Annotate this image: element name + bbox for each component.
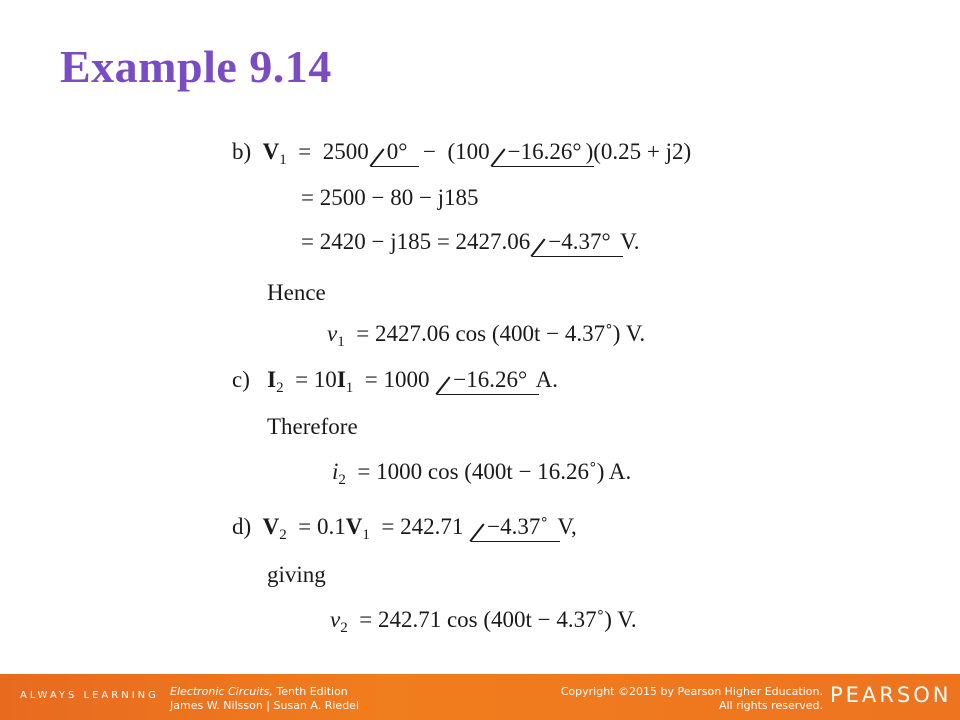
v2-time-domain <box>330 607 637 636</box>
v1-lowercase-subscript: 1 <box>337 334 345 350</box>
v1-subscript: 1 <box>362 527 370 543</box>
i2-lowercase: i <box>332 459 339 484</box>
angle-symbol <box>435 368 531 391</box>
v2-lowercase-subscript: 2 <box>340 620 348 636</box>
phasor-angle: 0° <box>386 139 408 164</box>
part-c-label: c) <box>232 367 250 392</box>
hence-text: Hence <box>267 280 326 305</box>
i1-subscript: 1 <box>345 380 354 396</box>
giving-text: giving <box>267 562 326 587</box>
minus-sign: − <box>422 139 436 164</box>
v1-symbol: V <box>345 514 363 539</box>
unit-label: V. <box>620 229 640 254</box>
part-d-line <box>232 514 577 543</box>
unit-label: A. <box>535 367 559 392</box>
angle-symbol <box>369 140 412 163</box>
phasor-magnitude: = 242.71 <box>381 514 464 539</box>
footer-rights: All rights reserved. <box>718 699 823 712</box>
v1-subscript: 1 <box>279 152 287 168</box>
i2-symbol: I <box>267 367 277 392</box>
angle-symbol <box>469 515 552 538</box>
equals-sign: = <box>298 139 312 164</box>
part-b-line-2: = 2500 − 80 − j185 <box>301 185 479 210</box>
v2-subscript: 2 <box>279 527 287 543</box>
v1-lowercase: v <box>327 321 338 346</box>
footer-bar <box>0 674 960 720</box>
i2-time-domain <box>332 459 632 488</box>
book-edition: Tenth Edition <box>272 685 348 698</box>
gain-factor: = 10 <box>295 367 337 392</box>
i2-lowercase-subscript: 2 <box>338 472 346 488</box>
v2-expression: = 242.71 cos (400t − 4.37˚) V. <box>359 607 637 632</box>
rectangular-to-polar: = 2420 − j185 = 2427.06 <box>301 229 531 254</box>
phasor-angle: −4.37˚ <box>487 514 549 539</box>
part-b-line-1 <box>232 139 692 168</box>
phasor-angle: −4.37° <box>548 229 611 254</box>
therefore-text: Therefore <box>267 414 358 439</box>
i1-symbol: I <box>336 367 346 392</box>
v2-lowercase: v <box>330 607 341 632</box>
part-b-label: b) <box>232 139 252 164</box>
part-d-label: d) <box>232 514 252 539</box>
footer-book-title <box>170 685 348 698</box>
phasor-magnitude: = 1000 <box>364 367 430 392</box>
footer-authors: James W. Nilsson | Susan A. Riedel <box>170 699 359 712</box>
part-c-line <box>232 367 559 396</box>
impedance-factor: )(0.25 + j2) <box>585 139 692 164</box>
slide-title: Example 9.14 <box>60 41 332 92</box>
footer-tagline: ALWAYS LEARNING <box>20 690 159 701</box>
i2-subscript: 2 <box>276 380 284 396</box>
v1-expression: = 2427.06 cos (400t − 4.37˚) V. <box>356 321 646 346</box>
v2-symbol: V <box>262 514 280 539</box>
unit-label: V, <box>557 514 577 539</box>
phasor-angle: −16.26° <box>453 367 528 392</box>
turns-ratio: = 0.1 <box>298 514 346 539</box>
v1-time-domain <box>327 321 646 350</box>
part-b-line-3 <box>301 230 639 253</box>
pearson-logo: PEARSON <box>830 683 952 707</box>
phasor-angle: −16.26° <box>507 139 582 164</box>
phasor-magnitude: (100 <box>447 139 490 164</box>
v1-symbol: V <box>262 139 280 164</box>
footer-copyright: Copyright ©2015 by Pearson Higher Education. <box>560 685 823 698</box>
i2-expression: = 1000 cos (400t − 16.26˚) A. <box>357 459 632 484</box>
angle-symbol <box>530 230 614 253</box>
angle-symbol <box>490 140 586 163</box>
phasor-magnitude: 2500 <box>322 139 369 164</box>
book-title-italic: Electronic Circuits, <box>170 685 273 698</box>
